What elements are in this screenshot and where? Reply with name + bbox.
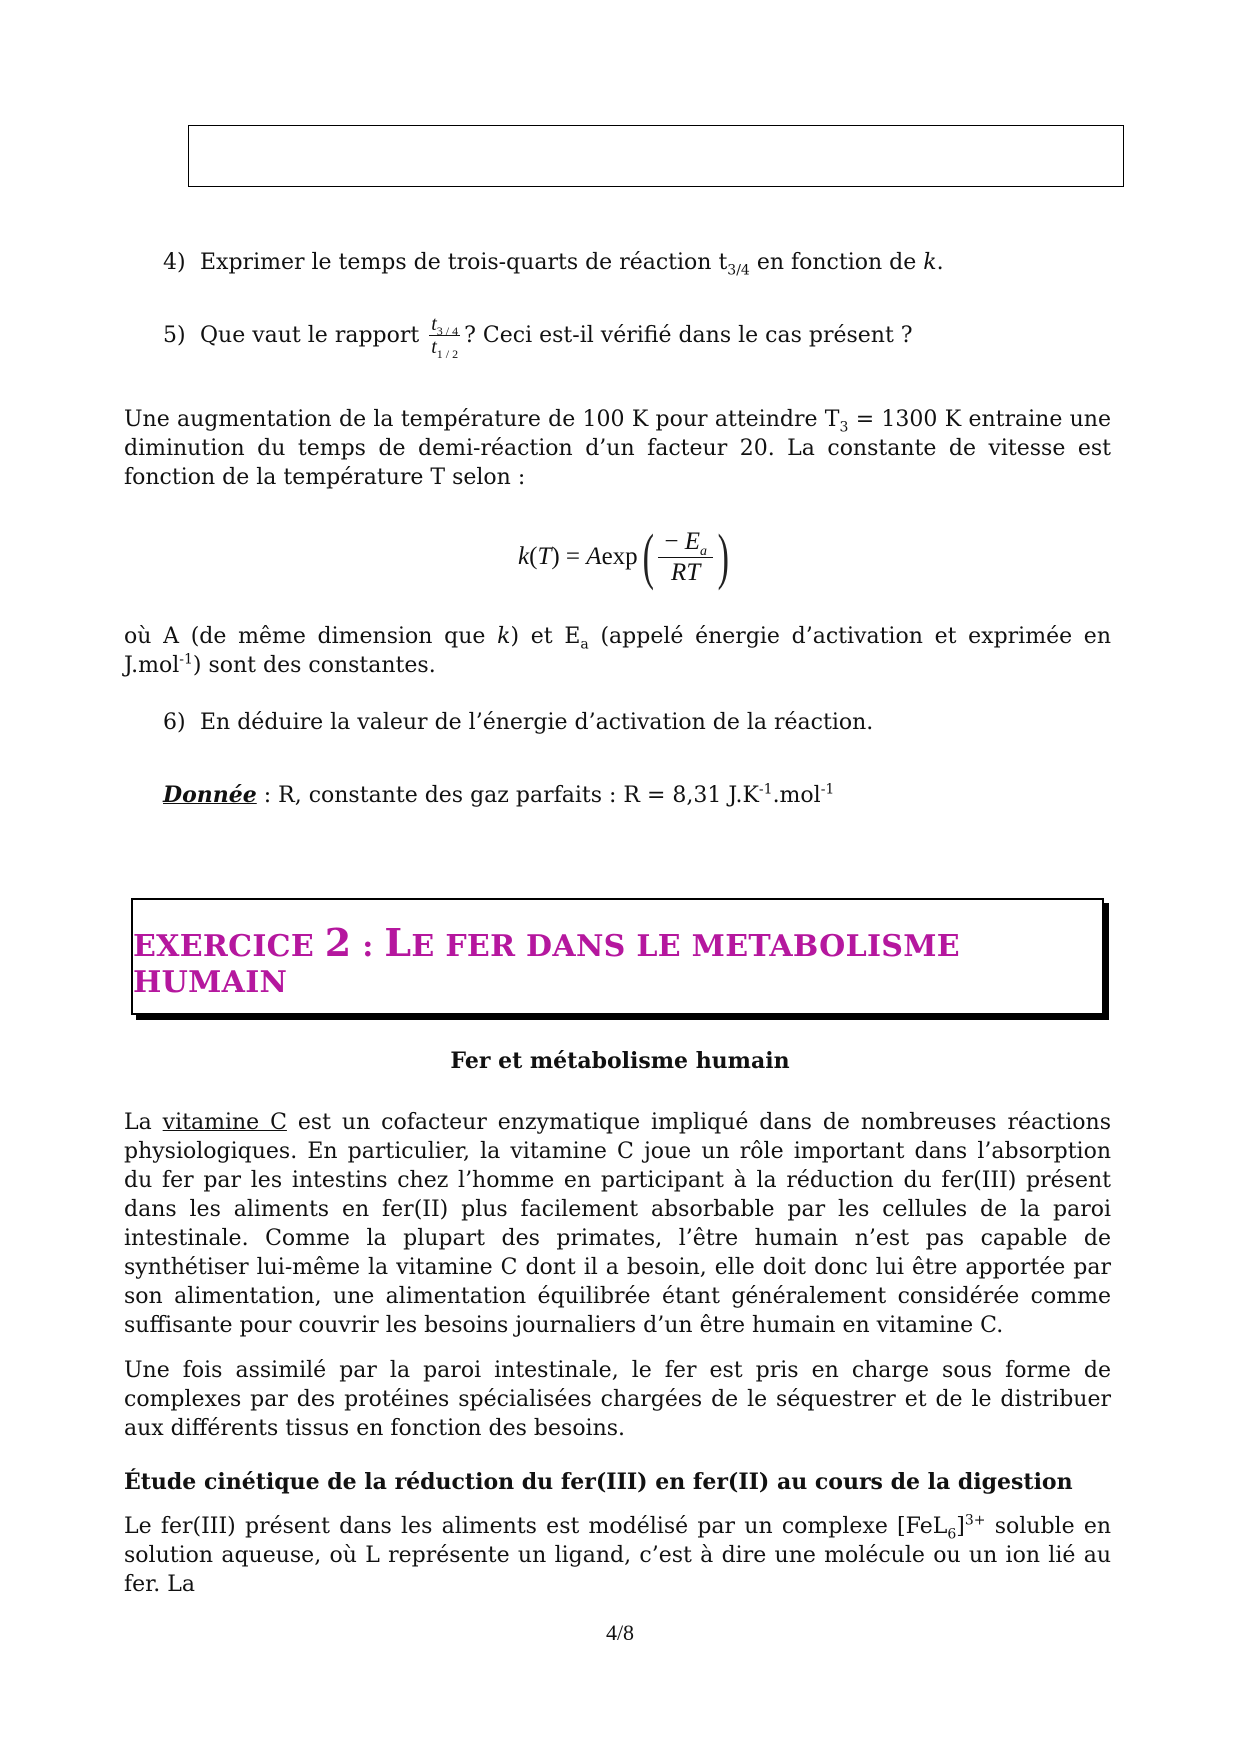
paragraph-temperature: Une augmentation de la température de 100 K pour atteindre $T_3 = 1300$ K entraine une diminution du temps de demi-réaction d’un facteur 20. La constante de vitesse est fonction de la température T selon : — [124, 407, 1111, 490]
left-paren: ( — [642, 523, 654, 591]
question-number: 5) — [163, 322, 186, 348]
question-number: 4) — [163, 250, 186, 275]
data-note: Donnée : R, constante des gaz parfaits : R = 8,31 $J.K^{-1}.mol^{-1}$ — [163, 781, 835, 808]
answer-box — [188, 125, 1124, 187]
paragraph-vitamin-c: La vitamine C est un cofacteur enzymatique impliqué dans de nombreuses réactions physiologiques. En particulier, la vitamine C joue un rôle important dans l’absorption du fer par les intestins chez l’homme en participant à la réduction du fer(III) présent dans les aliments en fer(II) plus facilement absorbable par les cellules de la paroi intestinale. Comme la plupart des primates, l’être humain n’est pas capable de synthétiser lui-même la vitamine C dont il a besoin, elle doit donc lui être apportée par son alimentation, une alimentation équilibrée étant généralement considérée comme suffisante pour couvrir les besoins journaliers d’un être humain en vitamine C. — [124, 1110, 1112, 1338]
question-5: 5) Que vaut le rapport $\frac{t_{3 / 4}}{t_{1 / 2}}$ ? Ceci est-il vérifié dans le cas présent ? — [163, 313, 913, 361]
ratio-fraction: $\frac{t_{3 / 4}}{t_{1 / 2}}$ — [431, 313, 459, 361]
paragraph-constants: où A (de même dimension que k) et $E_a$ (appelé énergie d’activation et exprimée en J.mol$^{-1}$) sont des constantes. — [124, 624, 1111, 678]
exercise-title: EXERCICE 2 : LE FER DANS LE METABOLISME HUMAIN — [133, 919, 960, 1000]
paragraph-iron-transport: Une fois assimilé par la paroi intestinale, le fer est pris en charge sous forme de complexes par des protéines spécialisées chargées de le séquestrer et de le distribuer aux différents tissus en fonction des besoins. — [124, 1358, 1111, 1441]
question-4: 4) Exprimer le temps de trois-quarts de réaction $t_{3/4}$ en fonction de k. — [163, 250, 944, 279]
exercise-title-box — [131, 898, 1104, 1015]
paragraph-complex: Le fer(III) présent dans les aliments est modélisé par un complexe $[FeL_6]^{3+}$ soluble en solution aqueuse, où L représente un ligand, c’est à dire une molécule ou un ion lié au fer. La — [124, 1512, 1112, 1597]
question-number: 6) — [163, 710, 186, 735]
exp-fraction: − $E_a$ RT — [658, 527, 713, 588]
section-subtitle: Fer et métabolisme humain — [450, 1048, 790, 1074]
right-paren: ) — [717, 523, 729, 591]
arrhenius-formula: k ( T ) = A exp ( − $E_a$ RT ) — [518, 523, 729, 591]
page-number: 4/8 — [605, 1620, 635, 1645]
question-6: 6) En déduire la valeur de l’énergie d’activation de la réaction. — [163, 710, 874, 735]
section-heading: Étude cinétique de la réduction du fer(III) en fer(II) au cours de la digestion — [124, 1469, 1073, 1495]
